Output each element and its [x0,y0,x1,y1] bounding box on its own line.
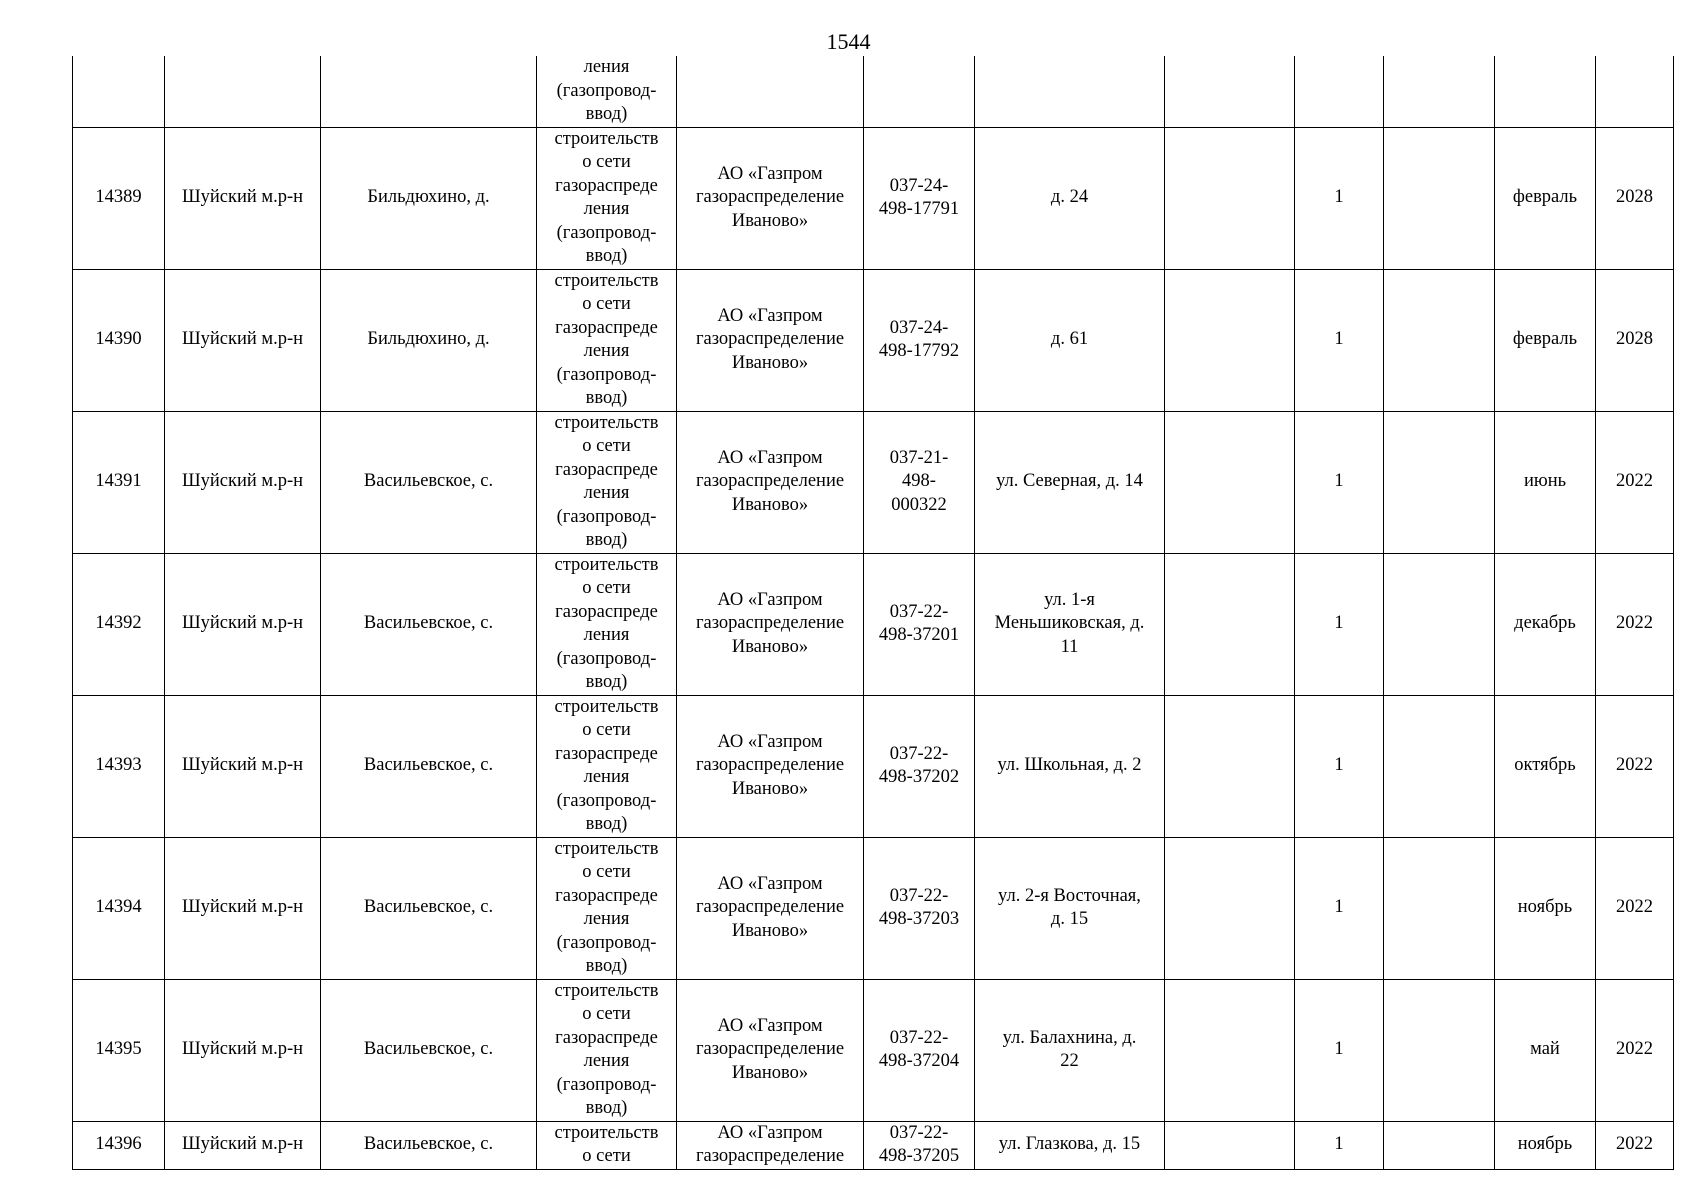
table-row-continuation [73,56,1674,127]
cell-code: 037-24- 498-17791 [864,127,975,269]
cell-org: АО «Газпром газораспределение Иваново» [677,411,864,553]
table-row [73,837,1674,979]
cell-month: июнь [1495,411,1596,553]
cell-year: 2022 [1596,411,1674,553]
page-number: 1544 [826,29,871,54]
cell-district [165,56,321,127]
cell-empty-1 [1165,1121,1295,1169]
table-row [73,979,1674,1121]
cell-address: ул. Балахнина, д. 22 [975,979,1165,1121]
cell-empty-2 [1384,56,1495,127]
cell-month: декабрь [1495,553,1596,695]
cell-org: АО «Газпром газораспределение Иваново» [677,127,864,269]
cell-count: 1 [1295,269,1384,411]
cell-month: февраль [1495,127,1596,269]
cell-num: 14394 [73,837,165,979]
cell-year: 2028 [1596,127,1674,269]
cell-empty-1 [1165,695,1295,837]
cell-code: 037-22- 498-37204 [864,979,975,1121]
cell-empty-2 [1384,269,1495,411]
cell-num: 14391 [73,411,165,553]
cell-address [975,56,1165,127]
table-row [73,695,1674,837]
cell-num [73,56,165,127]
cell-locality: Бильдюхино, д. [321,269,537,411]
cell-count: 1 [1295,979,1384,1121]
cell-code: 037-21- 498- 000322 [864,411,975,553]
cell-locality: Бильдюхино, д. [321,127,537,269]
cell-empty-1 [1165,127,1295,269]
cell-address: ул. 1-я Меньшиковская, д. 11 [975,553,1165,695]
cell-locality: Васильевское, с. [321,1121,537,1169]
cell-month: февраль [1495,269,1596,411]
cell-num: 14389 [73,127,165,269]
gas-connection-table [72,56,1674,1170]
cell-year [1596,56,1674,127]
cell-empty-1 [1165,553,1295,695]
table-row [73,269,1674,411]
cell-count: 1 [1295,127,1384,269]
cell-empty-1 [1165,979,1295,1121]
cell-work: строительств о сети газораспреде ления (газопровод- ввод) [537,837,677,979]
cell-num: 14393 [73,695,165,837]
cell-district: Шуйский м.р-н [165,553,321,695]
cell-empty-1 [1165,56,1295,127]
cell-num: 14390 [73,269,165,411]
cell-month: май [1495,979,1596,1121]
cell-empty-1 [1165,837,1295,979]
cell-month: ноябрь [1495,837,1596,979]
cell-code: 037-22- 498-37203 [864,837,975,979]
cell-district: Шуйский м.р-н [165,411,321,553]
cell-work: строительств о сети газораспреде ления (газопровод- ввод) [537,127,677,269]
cell-year: 2022 [1596,695,1674,837]
cell-address: д. 61 [975,269,1165,411]
cell-org: АО «Газпром газораспределение Иваново» [677,979,864,1121]
cell-work: строительств о сети газораспреде ления (газопровод- ввод) [537,553,677,695]
cell-empty-1 [1165,269,1295,411]
cell-empty-2 [1384,979,1495,1121]
table-row [73,553,1674,695]
cell-count [1295,56,1384,127]
cell-month [1495,56,1596,127]
cell-district: Шуйский м.р-н [165,269,321,411]
cell-district: Шуйский м.р-н [165,837,321,979]
cell-org: АО «Газпром газораспределение [677,1121,864,1169]
cell-org [677,56,864,127]
cell-num: 14396 [73,1121,165,1169]
cell-work: строительств о сети [537,1121,677,1169]
cell-year: 2028 [1596,269,1674,411]
cell-locality [321,56,537,127]
table-body [73,56,1674,1169]
table-row [73,1121,1674,1169]
cell-month: октябрь [1495,695,1596,837]
cell-district: Шуйский м.р-н [165,695,321,837]
cell-count: 1 [1295,837,1384,979]
cell-empty-2 [1384,127,1495,269]
cell-empty-1 [1165,411,1295,553]
cell-work: ления (газопровод- ввод) [537,56,677,127]
cell-org: АО «Газпром газораспределение Иваново» [677,695,864,837]
cell-locality: Васильевское, с. [321,837,537,979]
cell-code: 037-22- 498-37205 [864,1121,975,1169]
cell-address: ул. Северная, д. 14 [975,411,1165,553]
cell-count: 1 [1295,553,1384,695]
cell-org: АО «Газпром газораспределение Иваново» [677,553,864,695]
cell-code: 037-22- 498-37202 [864,695,975,837]
cell-month: ноябрь [1495,1121,1596,1169]
cell-code: 037-22- 498-37201 [864,553,975,695]
cell-org: АО «Газпром газораспределение Иваново» [677,837,864,979]
cell-code [864,56,975,127]
cell-locality: Васильевское, с. [321,553,537,695]
cell-count: 1 [1295,695,1384,837]
cell-work: строительств о сети газораспреде ления (газопровод- ввод) [537,695,677,837]
cell-locality: Васильевское, с. [321,411,537,553]
cell-empty-2 [1384,553,1495,695]
cell-work: строительств о сети газораспреде ления (газопровод- ввод) [537,269,677,411]
cell-year: 2022 [1596,1121,1674,1169]
cell-empty-2 [1384,1121,1495,1169]
cell-empty-2 [1384,411,1495,553]
cell-code: 037-24- 498-17792 [864,269,975,411]
cell-address: д. 24 [975,127,1165,269]
cell-address: ул. Школьная, д. 2 [975,695,1165,837]
cell-year: 2022 [1596,553,1674,695]
cell-locality: Васильевское, с. [321,695,537,837]
cell-year: 2022 [1596,837,1674,979]
cell-org: АО «Газпром газораспределение Иваново» [677,269,864,411]
cell-empty-2 [1384,695,1495,837]
cell-address: ул. 2-я Восточная, д. 15 [975,837,1165,979]
cell-locality: Васильевское, с. [321,979,537,1121]
cell-count: 1 [1295,411,1384,553]
cell-address: ул. Глазкова, д. 15 [975,1121,1165,1169]
cell-empty-2 [1384,837,1495,979]
cell-work: строительств о сети газораспреде ления (газопровод- ввод) [537,979,677,1121]
cell-year: 2022 [1596,979,1674,1121]
table-row [73,127,1674,269]
cell-num: 14395 [73,979,165,1121]
cell-district: Шуйский м.р-н [165,127,321,269]
cell-district: Шуйский м.р-н [165,979,321,1121]
cell-count: 1 [1295,1121,1384,1169]
cell-district: Шуйский м.р-н [165,1121,321,1169]
cell-num: 14392 [73,553,165,695]
cell-work: строительств о сети газораспреде ления (газопровод- ввод) [537,411,677,553]
table-row [73,411,1674,553]
